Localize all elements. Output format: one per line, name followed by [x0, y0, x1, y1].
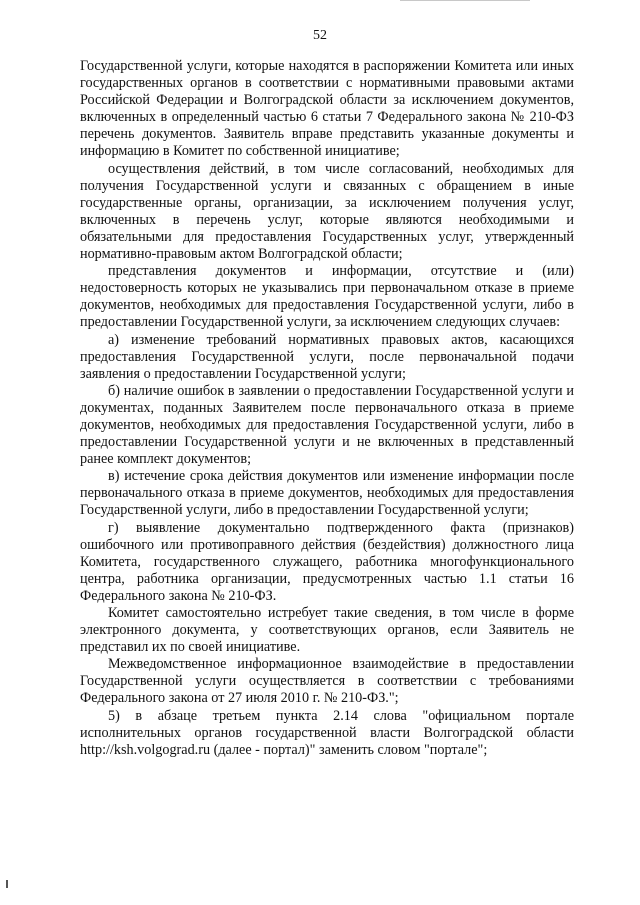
paragraph-case-a: а) изменение требований нормативных правовых актов, касающихся предоставления Государственной услуги, после первоначальной подачи заявления о предоставлении Государственной услуги;: [80, 331, 574, 382]
paragraph-committee-requests: Комитет самостоятельно истребует такие сведения, в том числе в форме электронного документа, у соответствующих органов, если Заявитель не представил их по своей инициативе.: [80, 605, 574, 656]
paragraph-case-b: б) наличие ошибок в заявлении о предоставлении Государственной услуги и документах, поданных Заявителем после первоначального отказа в приеме документов, необходимых для предоставления Государственной услуги, либо в предоставлении Государственной услуги и не включенных в представленный ранее комплект документов;: [80, 382, 574, 468]
paragraph-item-5: 5) в абзаце третьем пункта 2.14 слова "официальном портале исполнительных органов государственной власти Волгоградской области http://ksh.volgograd.ru (далее - портал)" заменить словом "портале";: [80, 707, 574, 758]
scan-edge-line: [400, 0, 530, 1]
document-body: [80, 58, 574, 759]
paragraph-case-g: г) выявление документально подтвержденного факта (признаков) ошибочного или противоправного действия (бездействия) должностного лица Комитета, государственного служащего, работника многофункционального центра, работника организации, предусмотренных частью 1.1 статьи 16 Федерального закона № 210-ФЗ.: [80, 519, 574, 604]
paragraph-continuation: Государственной услуги, которые находятся в распоряжении Комитета или иных государственных органов в соответствии с нормативными правовыми актами Российской Федерации и Волгоградской области за исключением документов, включенных в определенный частью 6 статьи 7 Федерального закона № 210-ФЗ перечень документов. Заявитель вправе представить указанные документы и информацию в Комитет по собственной инициативе;: [80, 58, 574, 160]
scan-margin-mark: [6, 880, 8, 888]
paragraph-interagency: Межведомственное информационное взаимодействие в предоставлении Государственной услуги осуществляется в соответствии с требованиями Федерального закона от 27 июля 2010 г. № 210-ФЗ.";: [80, 656, 574, 707]
paragraph-actions-approvals: осуществления действий, в том числе согласований, необходимых для получения Государственной услуги и связанных с обращением в иные государственные органы, организации, за исключением получения услуг, включенных в перечень услуг, которые являются необходимыми и обязательными для предоставления Государственных услуг, утвержденный нормативно-правовым актом Волгоградской области;: [80, 160, 574, 263]
page-number: 52: [313, 28, 327, 43]
paragraph-documents-information: представления документов и информации, отсутствие и (или) недостоверность которых не указывались при первоначальном отказе в приеме документов, необходимых для предоставления Государственной услуги, либо в предоставлении Государственной услуги, за исключением следующих случаев:: [80, 263, 574, 331]
paragraph-case-v: в) истечение срока действия документов или изменение информации после первоначального отказа в приеме документов, необходимых для предоставления Государственной услуги, либо в предоставлении Государственной услуги;: [80, 468, 574, 519]
